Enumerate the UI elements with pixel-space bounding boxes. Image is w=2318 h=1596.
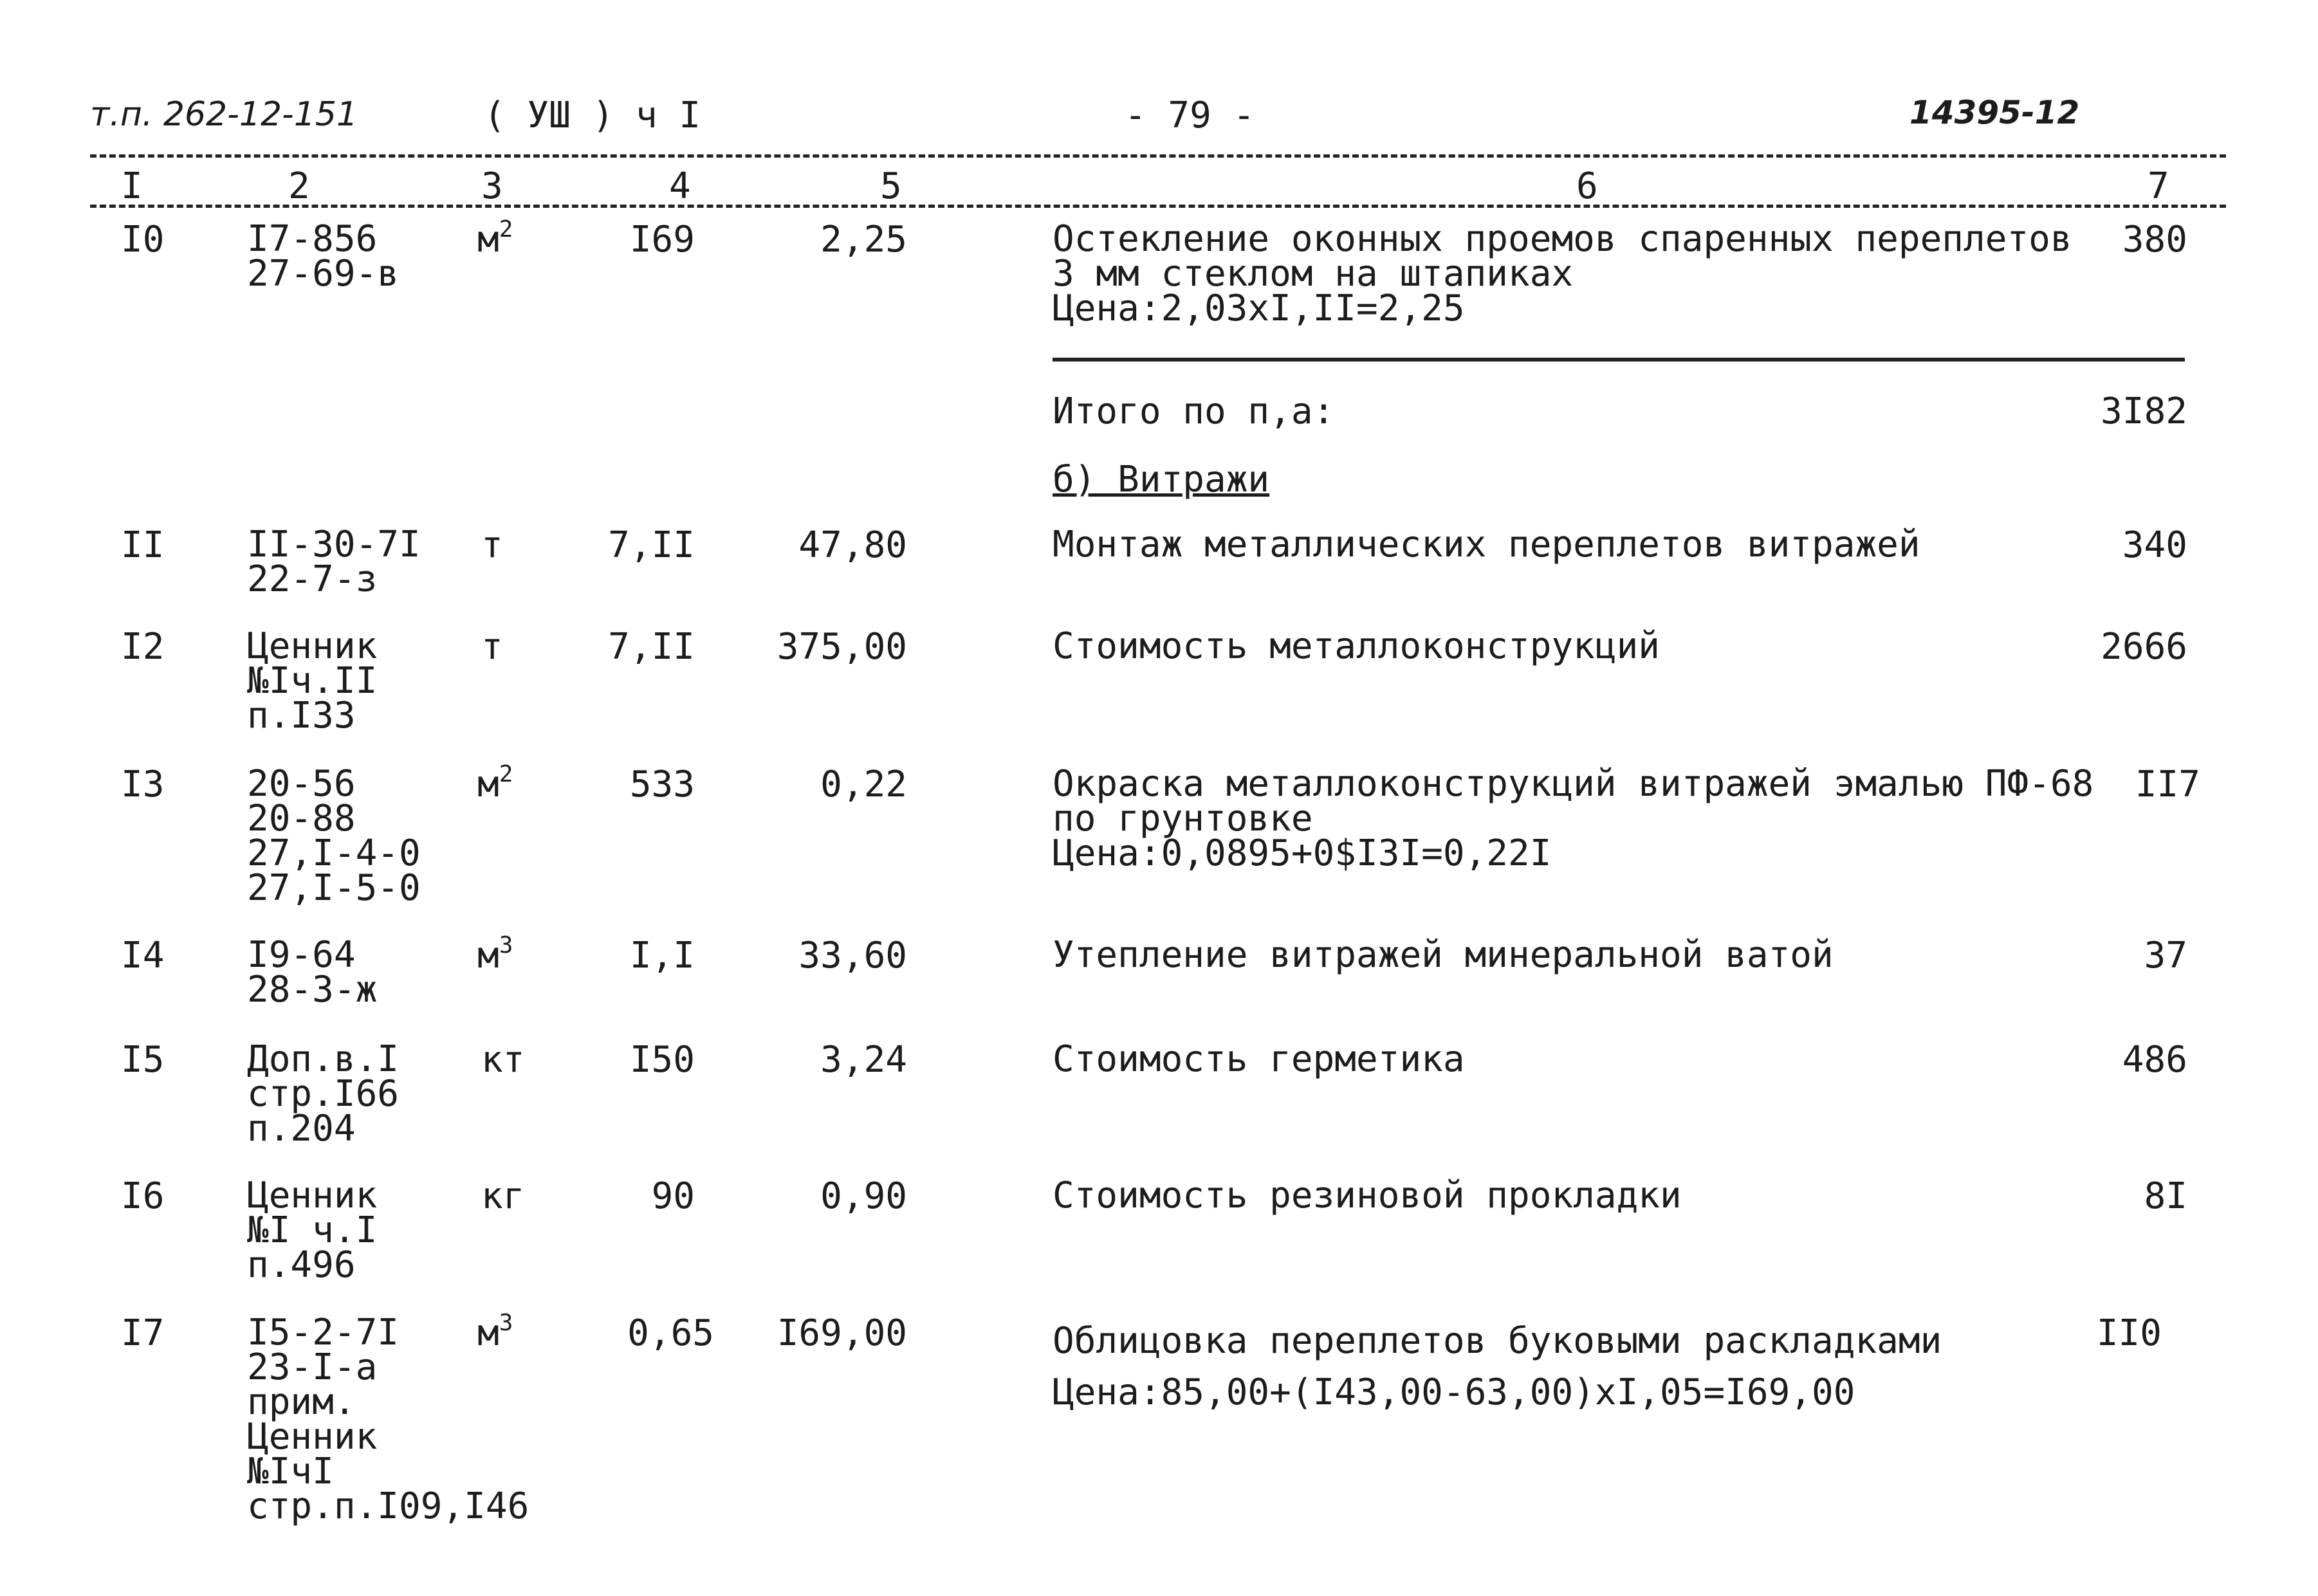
norm-code-line: 22-7-з <box>247 558 378 600</box>
unit-base: кт <box>481 1039 525 1081</box>
unit-price: 0,22 <box>820 764 907 805</box>
norm-code-line: 23-I-а <box>247 1346 378 1388</box>
row-number: I2 <box>121 626 165 668</box>
norm-code-line: I9-64 <box>247 934 356 976</box>
norm-code-line: Ценник <box>247 625 378 667</box>
unit-price: I69,00 <box>777 1312 907 1354</box>
norm-code-line: 27,I-5-0 <box>247 867 421 909</box>
quantity: 7,II <box>608 524 695 566</box>
work-description <box>1053 1038 1465 1080</box>
unit-price: 3,24 <box>820 1039 907 1081</box>
description-line: Остекление оконных проемов спаренных переплетов <box>1053 218 2072 260</box>
doc-reference: т.п. 262-12-151 <box>90 95 358 134</box>
work-description <box>1053 763 2094 874</box>
page-number: - 79 - <box>1125 95 1255 136</box>
work-description <box>1053 1175 1682 1216</box>
unit <box>477 216 513 261</box>
subtotal-value: 3I82 <box>2101 390 2187 432</box>
unit-price: 0,90 <box>820 1175 907 1217</box>
unit <box>481 1175 525 1217</box>
unit-base: м <box>477 935 499 977</box>
norm-code-line: Доп.в.I <box>247 1038 400 1080</box>
description-line: Цена:85,00+(I43,00-63,00)хI,05=I69,00 <box>1053 1371 1855 1413</box>
unit <box>481 626 503 668</box>
norm-code-line: 27-69-в <box>247 253 400 295</box>
column-number-2: 2 <box>288 165 310 207</box>
header-rule-top <box>90 154 2226 158</box>
unit-exponent: 2 <box>499 216 513 243</box>
norm-code-line: п.I33 <box>247 695 356 737</box>
description-line: по грунтовке <box>1053 798 1313 839</box>
unit-price: 2,25 <box>820 219 907 261</box>
total-cost: 37 <box>2144 935 2187 977</box>
norm-code-line: прим. <box>247 1381 356 1423</box>
section-label: ( УШ ) ч I <box>484 95 701 136</box>
norm-code-line: п.204 <box>247 1108 356 1150</box>
unit <box>477 1310 513 1354</box>
norm-code <box>247 1038 400 1150</box>
description-line: Цена:0,0895+0$I3I=0,22I <box>1053 832 1552 874</box>
row-number: I7 <box>121 1312 165 1354</box>
total-cost: 486 <box>2122 1039 2187 1081</box>
unit-price: 33,60 <box>798 935 907 977</box>
row-number: II <box>121 524 165 566</box>
handwritten-stamp: 14395-12 <box>1909 94 2080 131</box>
norm-code-line: 20-56 <box>247 763 356 805</box>
norm-code-line: №Iч.II <box>247 660 378 702</box>
description-line: Цена:2,03хI,II=2,25 <box>1053 288 1465 329</box>
row-number: I6 <box>121 1175 165 1217</box>
norm-code-line: Ценник <box>247 1175 378 1216</box>
unit-exponent: 3 <box>499 1310 513 1336</box>
total-cost: II0 <box>2096 1312 2162 1354</box>
total-cost: 8I <box>2144 1175 2187 1217</box>
total-cost: II7 <box>2135 764 2200 805</box>
column-number-1: I <box>121 165 143 207</box>
row-number: I5 <box>121 1039 165 1081</box>
description-line: 3 мм стеклом на штапиках <box>1053 253 1574 295</box>
quantity: 0,65 <box>627 1312 714 1354</box>
quantity: I69 <box>629 219 695 261</box>
row-number: I4 <box>121 935 165 977</box>
unit-price: 375,00 <box>777 626 907 668</box>
unit <box>477 932 513 977</box>
work-description <box>1053 524 1920 565</box>
column-number-3: 3 <box>481 165 503 207</box>
norm-code-line: стр.I66 <box>247 1073 400 1115</box>
quantity: I,I <box>629 935 695 977</box>
description-line: Монтаж металлических переплетов витражей <box>1053 524 1920 565</box>
unit-price: 47,80 <box>798 524 907 566</box>
subtotal-rule <box>1053 358 2185 362</box>
norm-code <box>247 218 400 295</box>
header-rule-bottom <box>90 205 2226 208</box>
description-line: Стоимость герметика <box>1053 1038 1465 1080</box>
unit-base: кг <box>481 1175 525 1217</box>
total-cost: 2666 <box>2101 626 2187 668</box>
norm-code <box>247 524 421 600</box>
quantity: 533 <box>629 764 695 805</box>
unit-exponent: 2 <box>499 761 513 787</box>
quantity: I50 <box>629 1039 695 1081</box>
work-description <box>1053 1316 1942 1418</box>
unit-base: т <box>481 524 503 566</box>
column-number-5: 5 <box>880 165 902 207</box>
norm-code-line: стр.п.I09,I46 <box>247 1485 529 1527</box>
norm-code-line: Ценник <box>247 1416 378 1458</box>
column-number-6: 6 <box>1576 165 1598 207</box>
unit <box>477 761 513 805</box>
norm-code <box>247 1175 378 1286</box>
subsection-heading: б) Витражи <box>1053 459 1270 500</box>
work-description <box>1053 625 1660 667</box>
description-line: Окраска металлоконструкций витражей эмалью ПФ-68 <box>1053 763 2094 805</box>
description-line: Утепление витражей минеральной ватой <box>1053 934 1834 976</box>
unit-exponent: 3 <box>499 932 513 959</box>
norm-code-line: II-30-7I <box>247 524 421 565</box>
description-line: Стоимость металлоконструкций <box>1053 625 1660 667</box>
norm-code-line: №I ч.I <box>247 1209 378 1251</box>
norm-code-line: I5-2-7I <box>247 1312 400 1353</box>
norm-code-line: I7-856 <box>247 218 378 260</box>
unit-base: т <box>481 626 503 668</box>
norm-code-line: 28-3-ж <box>247 969 378 1011</box>
work-description <box>1053 218 2072 329</box>
norm-code-line: 20-88 <box>247 798 356 839</box>
norm-code-line: п.496 <box>247 1244 356 1286</box>
total-cost: 380 <box>2122 219 2187 261</box>
row-number: I0 <box>121 219 165 261</box>
norm-code <box>247 625 378 737</box>
norm-code <box>247 934 378 1011</box>
total-cost: 340 <box>2122 524 2187 566</box>
unit-base: м <box>477 219 499 261</box>
unit-base: м <box>477 1312 499 1354</box>
column-number-4: 4 <box>669 165 691 207</box>
quantity: 90 <box>651 1175 695 1217</box>
description-line: Стоимость резиновой прокладки <box>1053 1175 1682 1216</box>
norm-code-line: №IчI <box>247 1451 334 1492</box>
norm-code-line: 27,I-4-0 <box>247 832 421 874</box>
norm-code <box>247 763 421 909</box>
unit <box>481 1039 525 1081</box>
work-description <box>1053 934 1834 976</box>
subtotal-label: Итого по п,а: <box>1053 390 1335 432</box>
unit-base: м <box>477 764 499 805</box>
description-line: Облицовка переплетов буковыми раскладками <box>1053 1320 1942 1362</box>
quantity: 7,II <box>608 626 695 668</box>
unit <box>481 524 503 566</box>
column-number-7: 7 <box>2148 165 2169 207</box>
row-number: I3 <box>121 764 165 805</box>
